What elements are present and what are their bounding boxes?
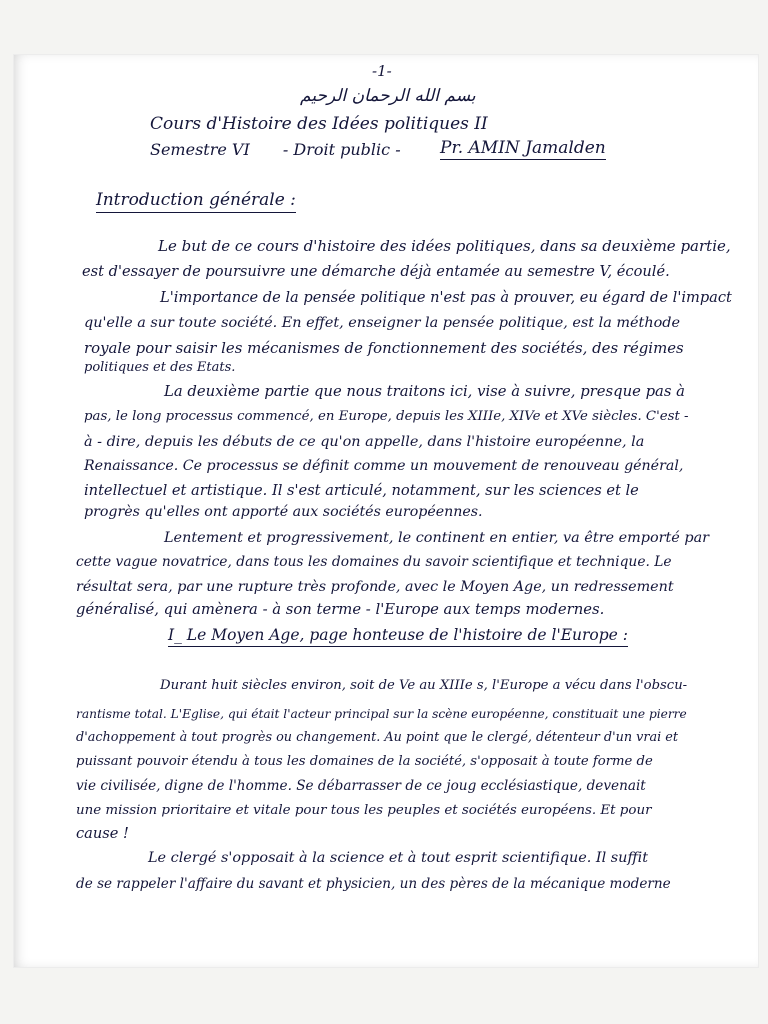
body-line: pas, le long processus commencé, en Europe, depuis les XIIIe, XIVe et XVe siècles. C'est - (84, 409, 689, 424)
body-line: Lentement et progressivement, le continent en entier, va être emporté par (164, 530, 710, 546)
body-line: cette vague novatrice, dans tous les domaines du savoir scientifique et technique. Le (76, 554, 672, 570)
section-heading: I_ Le Moyen Age, page honteuse de l'histoire de l'Europe : (168, 626, 628, 647)
semester: Semestre VI (150, 140, 250, 159)
introduction-heading: Introduction générale : (96, 190, 296, 213)
page-number: -1- (372, 62, 392, 80)
body-line: Durant huit siècles environ, soit de Ve au XIIIe s, l'Europe a vécu dans l'obscu- (160, 678, 688, 693)
body-line: Renaissance. Ce processus se définit comme un mouvement de renouveau général, (84, 458, 684, 474)
body-line: est d'essayer de poursuivre une démarche déjà entamée au semestre V, écoulé. (82, 263, 670, 280)
semester-line (150, 140, 401, 159)
body-line: qu'elle a sur toute société. En effet, enseigner la pensée politique, est la méthode (84, 315, 680, 331)
body-line: Le clergé s'opposait à la science et à tout esprit scientifique. Il suffit (148, 850, 649, 866)
body-line: vie civilisée, digne de l'homme. Se débarrasser de ce joug ecclésiastique, devenait (76, 778, 646, 794)
body-line: généralisé, qui amènera - à son terme - l'Europe aux temps modernes. (76, 601, 605, 618)
body-line: de se rappeler l'affaire du savant et physicien, un des pères de la mécanique moderne (76, 876, 671, 892)
body-line: L'importance de la pensée politique n'est pas à prouver, eu égard de l'impact (160, 289, 732, 306)
body-line: La deuxième partie que nous traitons ici, vise à suivre, presque pas à (164, 383, 685, 400)
professor-name: Pr. AMIN Jamalden (440, 138, 606, 158)
body-line: rantisme total. L'Eglise, qui était l'acteur principal sur la scène européenne, constituait une pierre (76, 707, 687, 721)
body-line: politiques et des Etats. (84, 360, 236, 375)
body-line: Le but de ce cours d'histoire des idées politiques, dans sa deuxième partie, (158, 237, 731, 255)
body-line: progrès qu'elles ont apporté aux sociétés européennes. (84, 504, 483, 520)
body-line: royale pour saisir les mécanismes de fonctionnement des sociétés, des régimes (84, 339, 684, 357)
track: - Droit public - (282, 140, 401, 159)
body-line: cause ! (76, 825, 129, 842)
body-line: à - dire, depuis les débuts de ce qu'on appelle, dans l'histoire européenne, la (84, 434, 645, 450)
course-title: Cours d'Histoire des Idées politiques II (150, 114, 488, 134)
basmala: بسم الله الرحمان الرحيم (300, 86, 476, 106)
body-line: une mission prioritaire et vitale pour tous les peuples et sociétés européens. Et pour (76, 803, 652, 818)
body-line: résultat sera, par une rupture très profonde, avec le Moyen Age, un redressement (76, 579, 674, 595)
body-line: intellectuel et artistique. Il s'est articulé, notamment, sur les sciences et le (84, 482, 639, 499)
body-line: puissant pouvoir étendu à tous les domaines de la société, s'opposait à toute forme de (76, 754, 653, 769)
body-line: d'achoppement à tout progrès ou changement. Au point que le clergé, détenteur d'un vrai et (76, 730, 679, 745)
